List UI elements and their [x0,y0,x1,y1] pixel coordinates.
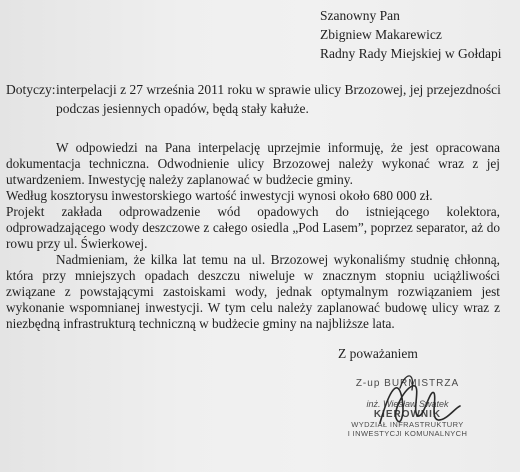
subject-line-1: interpelacji z 27 września 2011 roku w sprawie ulicy Brzozowej, jej przejezdności [56,82,501,97]
closing-phrase: Z poważaniem [338,346,418,361]
salutation: Szanowny Pan [320,8,400,23]
paragraph-project: Projekt zakłada odprowadzenie wód opadowych do istniejącego kolektora, odprowadzającego wody deszczowe z całego osiedla „Pod Lasem”, poprzez separator, aż do rowu przy ul. Świerkowej. [6,204,500,251]
handwritten-signature [360,368,470,438]
subject-line-2: podczas jesiennych opadów, będą stały kałuże. [56,101,309,116]
addressee-title: Radny Rady Miejskiej w Gołdapi [320,46,502,61]
stamp-unit-1: WYDZIAŁ INFRASTRUKTURY [351,420,464,429]
stamp-top: Z-up BURMISTRZA [355,378,460,389]
stamp-name: inż. Wiesław Swatek [366,399,449,409]
subject-label: Dotyczy: [6,82,56,97]
subject-block [6,80,506,118]
addressee-name: Zbigniew Makarewicz [320,27,442,42]
addressee-block [320,6,501,63]
stamp-unit-2: I INWESTYCJI KOMUNALNYCH [347,429,468,438]
stamp-role: KIEROWNIK [373,409,442,420]
paragraph-cost: Według kosztorysu inwestorskiego wartość inwestycji wynosi około 680 000 zł. [6,188,433,203]
paragraph-response: W odpowiedzi na Pana interpelację uprzejmie informuję, że jest opracowana dokumentacja techniczna. Odwodnienie ulicy Brzozowej należy wykonać wraz z jej utwardzeniem. Inwestycję należy zaplanować w budżecie gminy. [6,140,500,187]
letter-body [6,140,500,332]
paragraph-note: Nadmieniam, że kilka lat temu na ul. Brzozowej wykonaliśmy studnię chłonną, która przy mniejszych opadach deszczu niweluje w znacznym stopniu uciążliwości związane z powstającymi zastoiskami wody, jednak optymalnym rozwiązaniem jest wykonanie wspomnianej inwestycji. W tym celu należy zaplanować budowę ulicy wraz z niezbędną infrastrukturą techniczną w budżecie gminy na najbliższe lata. [6,252,500,331]
